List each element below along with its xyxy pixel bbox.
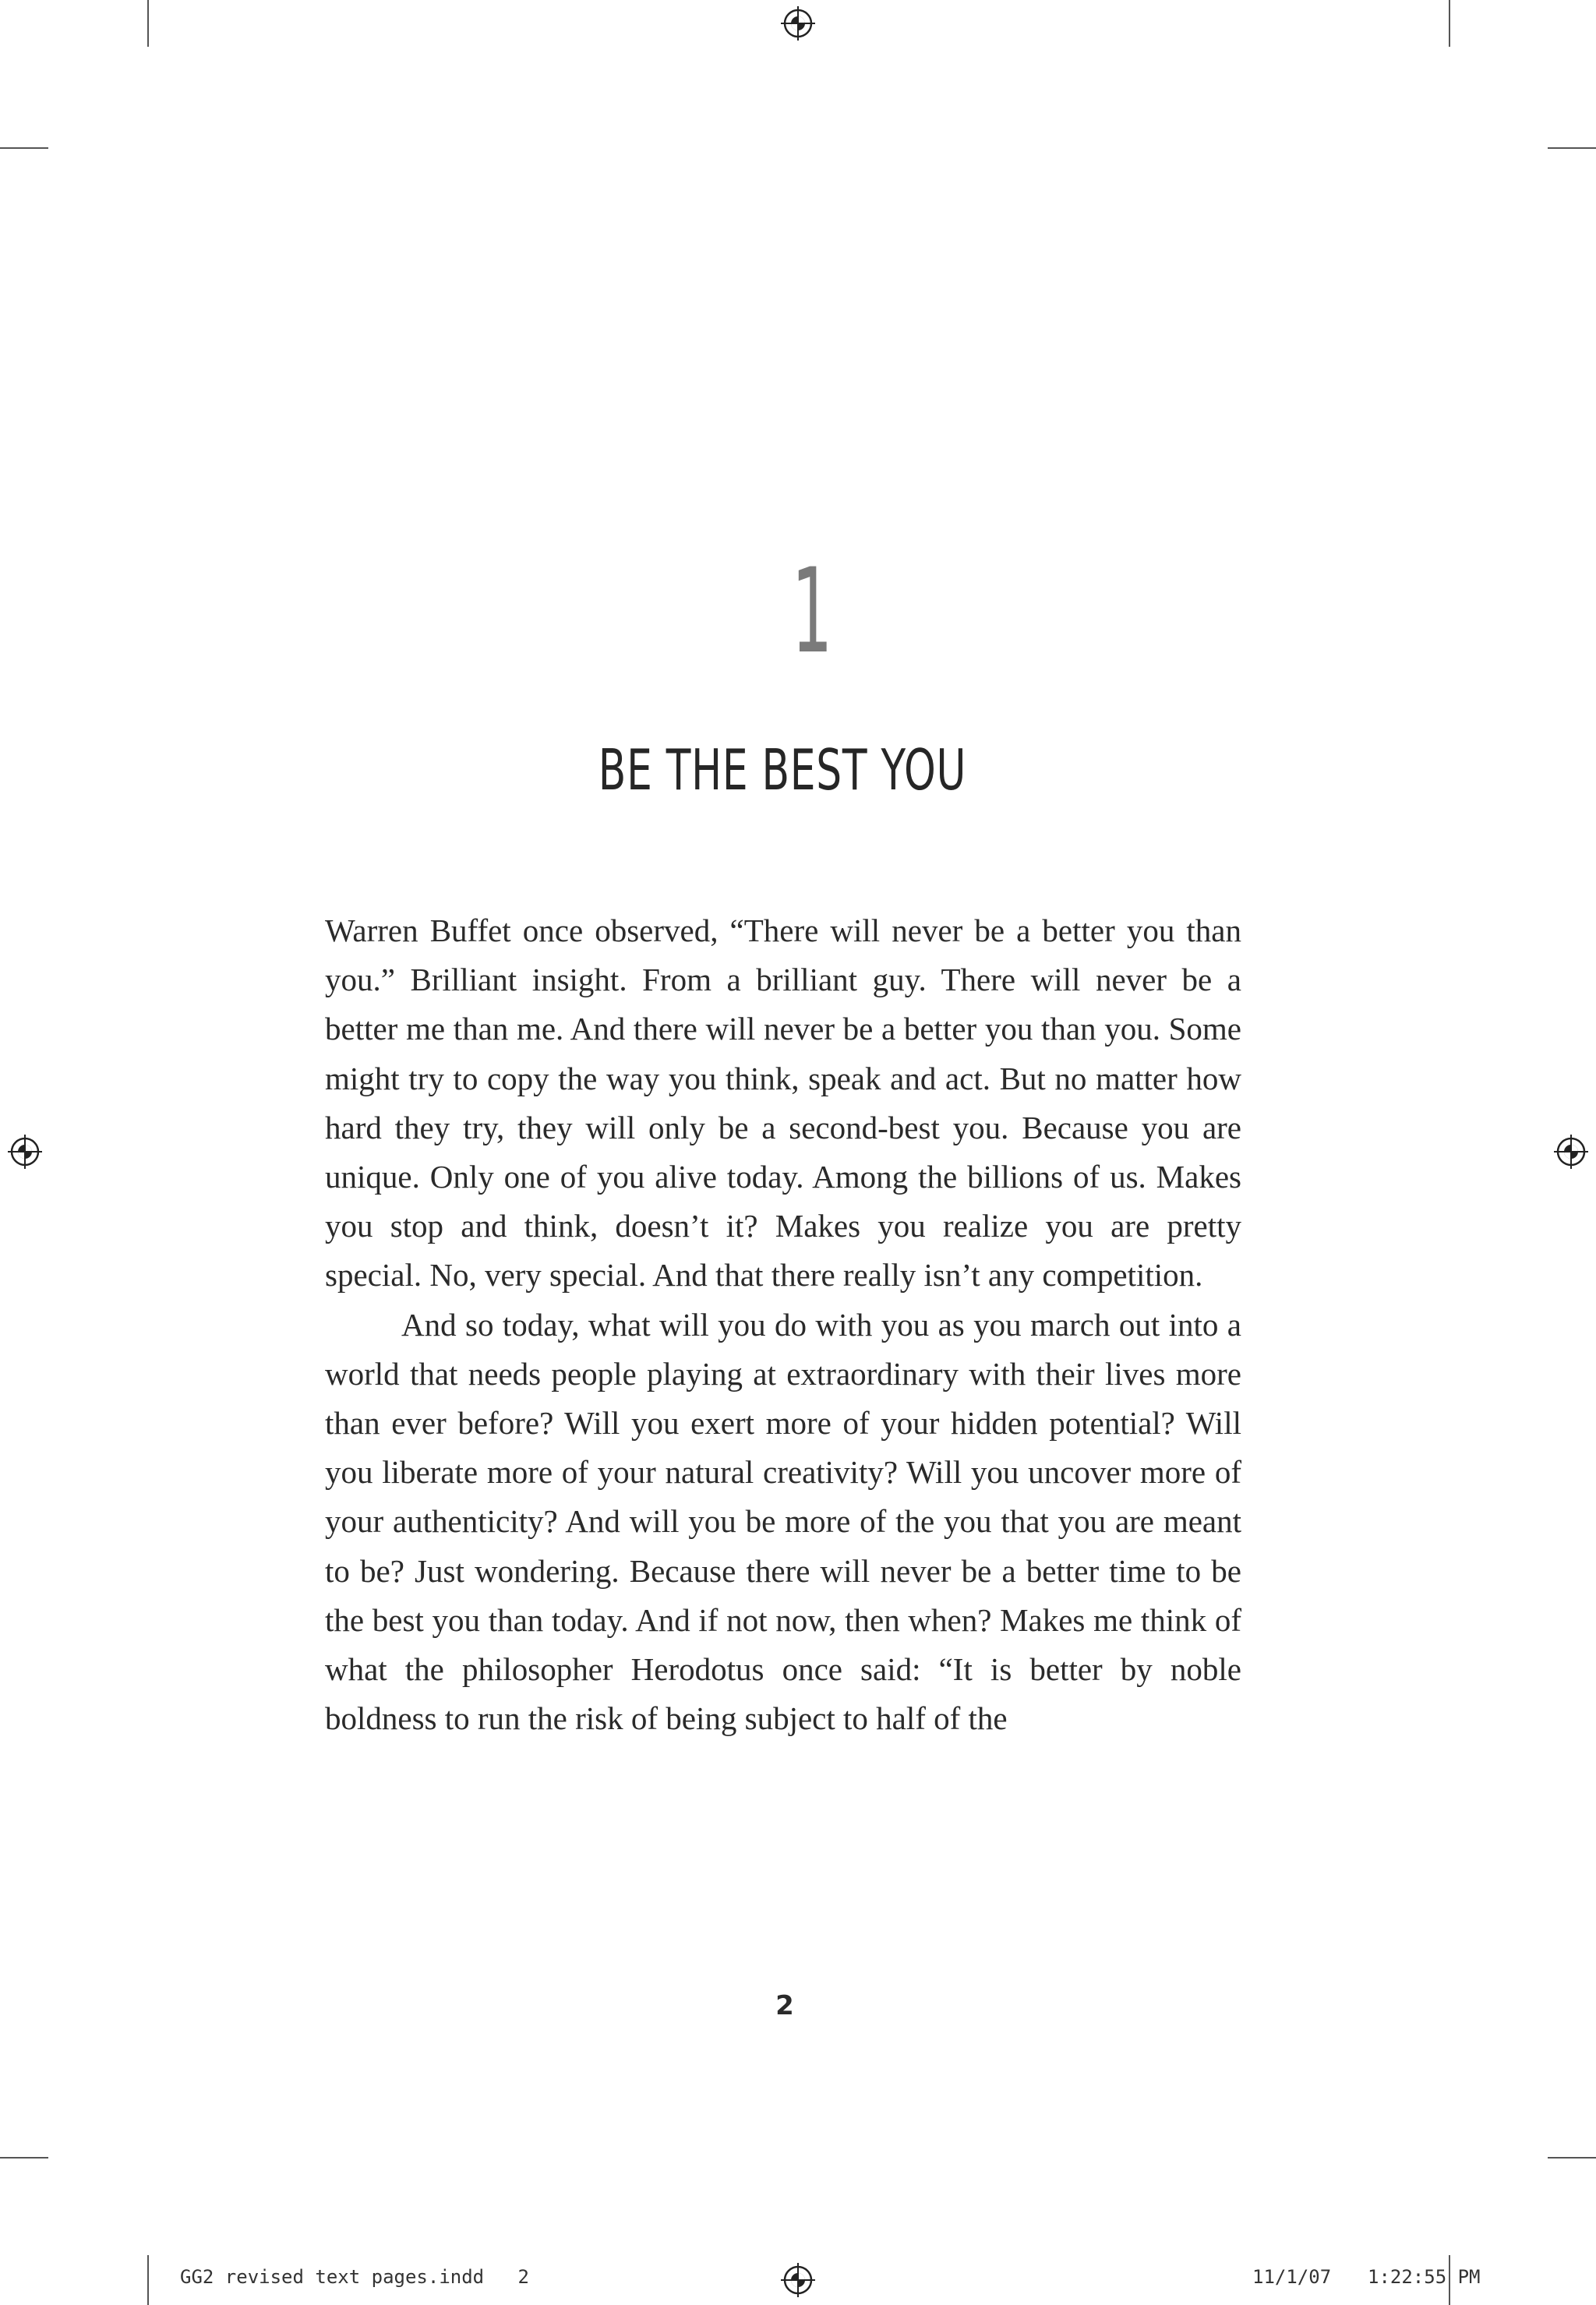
chapter-body: [325, 906, 1241, 1743]
chapter-number: 1: [791, 544, 833, 679]
chapter-title: BE THE BEST YOU: [598, 737, 967, 803]
registration-mark-bottom-icon: [781, 2263, 815, 2297]
slug-filename: GG2 revised text pages.indd 2: [180, 2266, 529, 2288]
slug-date: 11/1/07: [1252, 2266, 1332, 2288]
registration-mark-right-icon: [1554, 1135, 1588, 1169]
registration-mark-top-icon: [781, 6, 815, 41]
page-number: 2: [775, 1990, 794, 2021]
registration-mark-left-icon: [8, 1135, 42, 1169]
crop-mark-top-right: [1449, 0, 1450, 47]
slug-time: 1:22:55 PM: [1368, 2266, 1481, 2288]
crop-mark-right-bottom: [1548, 2157, 1596, 2159]
crop-mark-right-top: [1548, 147, 1596, 149]
paragraph: Warren Buffet once observed, “There will never be a better you than you.” Brilliant insight. From a brilliant guy. There will never be a better me than me. And there will never be a better you than you. Some might try to copy the way you think, speak and act. But no matter how hard they try, they will only be a second-best you. Because you are unique. Only one of you alive today. Among the billions of us. Makes you stop and think, doesn’t it? Makes you realize you are pretty special. No, very special. And that there really isn’t any competition.: [325, 912, 1241, 1294]
crop-mark-left-bottom: [0, 2157, 48, 2159]
crop-mark-top-left: [147, 0, 149, 47]
paragraph: And so today, what will you do with you as you march out into a world that needs people playing at extraordinary with their lives more than ever before? Will you exert more of your hidden potential? Will you liberate more of your natural creativity? Will you uncover more of your authenticity? And will you be more of the you that you are meant to be? Just wondering. Because there will never be a better time to be the best you than today. And if not now, then when? Makes me think of what the philosopher Herodotus once said: “It is better by noble boldness to run the risk of being subject to half of the: [325, 1306, 1241, 1737]
crop-mark-bottom-left: [147, 2255, 149, 2305]
crop-mark-left-top: [0, 147, 48, 149]
